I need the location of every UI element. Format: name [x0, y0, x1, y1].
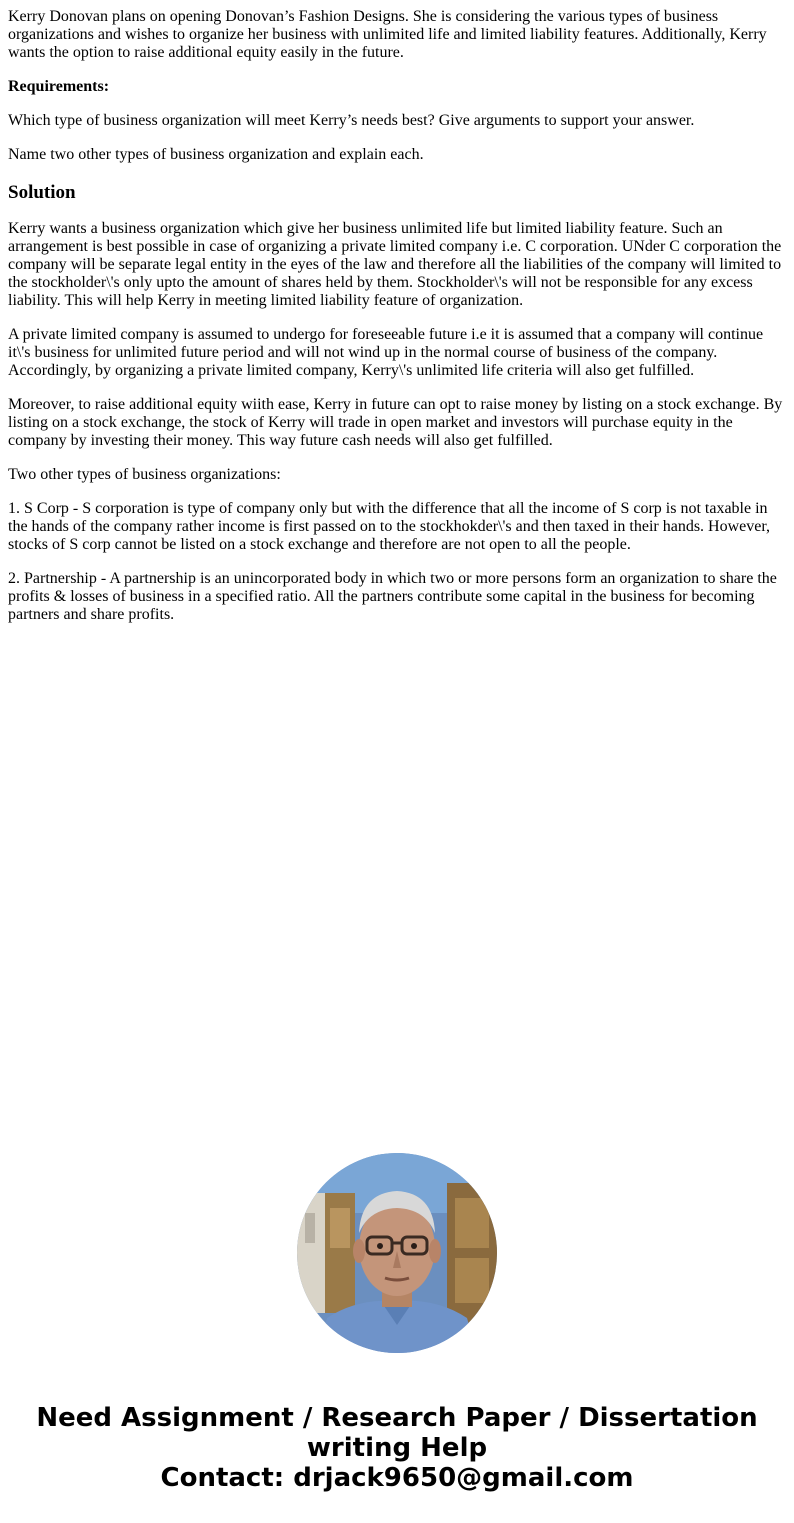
solution-paragraph: 2. Partnership - A partnership is an unincorporated body in which two or more persons form an organization to share the profits & losses of business in a specified ratio. All the partners contribute some capital in the business for becoming partners and share profits.: [8, 570, 777, 623]
author-avatar: [297, 1153, 497, 1353]
requirement-2: Name two other types of business organization and explain each.: [8, 146, 424, 163]
person-portrait-icon: [297, 1153, 497, 1353]
article-content: [8, 8, 786, 640]
question-intro: Kerry Donovan plans on opening Donovan’s Fashion Designs. She is considering the various types of business organizations and wishes to organize her business with unlimited life and limited liability features. Additionally, Kerry wants the option to raise additional equity easily in the future.: [8, 8, 767, 61]
solution-heading: Solution: [8, 182, 76, 203]
requirements-label: Requirements:: [8, 78, 110, 95]
solution-paragraph: Two other types of business organizations:: [8, 466, 281, 483]
solution-paragraph: Kerry wants a business organization which give her business unlimited life but limited liability feature. Such an arrangement is best possible in case of organizing a private limited company i.e. C corporation. UNder C corporation the company will be separate legal entity in the eyes of the law and therefore all the liabilities of the company will limited to the stockholder\'s only upto the amount of shares held by them. Stockholder\'s will not be responsible for any excess liability. This will help Kerry in meeting limited liability feature of organization.: [8, 220, 782, 309]
promo-banner: [0, 1403, 794, 1493]
solution-paragraph: A private limited company is assumed to undergo for foreseeable future i.e it is assumed that a company will continue it\'s business for unlimited future period and will not wind up in the normal course of business of the company. Accordingly, by organizing a private limited company, Kerry\'s unlimited life criteria will also get fulfilled.: [8, 326, 764, 379]
promo-contact: Contact: drjack9650@gmail.com: [160, 1463, 634, 1493]
promo-line-1: Need Assignment / Research Paper / Dissertation: [36, 1403, 758, 1433]
requirement-1: Which type of business organization will meet Kerry’s needs best? Give arguments to support your answer.: [8, 112, 695, 129]
solution-paragraph: 1. S Corp - S corporation is type of company only but with the difference that all the income of S corp is not taxable in the hands of the company rather income is first passed on to the stockhokder\'s and then taxed in their hands. However, stocks of S corp cannot be listed on a stock exchange and therefore are not open to all the people.: [8, 500, 771, 553]
promo-line-2: writing Help: [306, 1433, 488, 1463]
solution-paragraph: Moreover, to raise additional equity wiith ease, Kerry in future can opt to raise money by listing on a stock exchange. By listing on a stock exchange, the stock of Kerry will trade in open market and investors will purchase equity in the company by investing their money. This way future cash needs will also get fulfilled.: [8, 396, 783, 449]
